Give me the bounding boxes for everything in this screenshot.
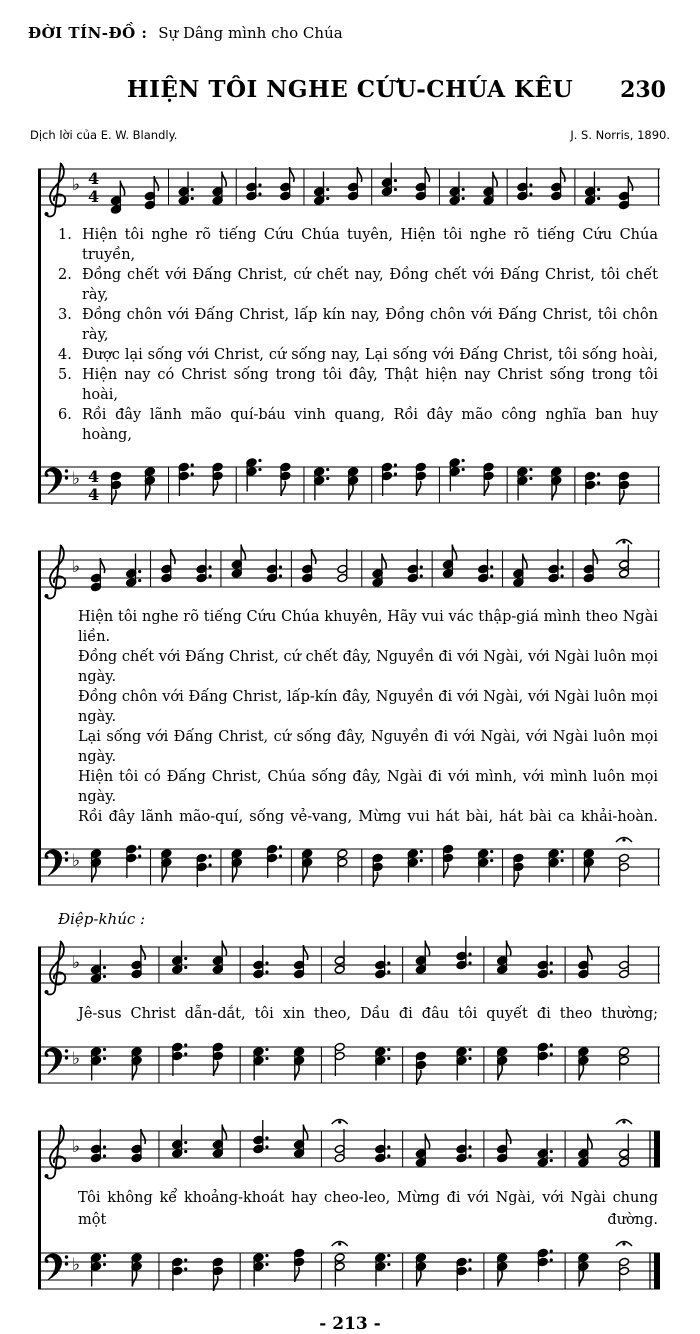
credits-row [30, 128, 670, 142]
svg-text:4: 4 [88, 169, 100, 188]
svg-text:♭: ♭ [72, 175, 81, 195]
title-bar [0, 76, 700, 108]
lyric-line [58, 345, 662, 365]
music-system-1 [38, 154, 662, 518]
music-credit: J. S. Norris, 1890. [570, 128, 670, 142]
lyrics-block [38, 1003, 662, 1025]
lyric-text: Đồng chôn với Đấng Christ, lấp-kín đây, Nguyền đi với Ngài, với Ngài luôn mọi ngày. [78, 689, 658, 725]
lyric-line [58, 265, 662, 305]
lyric-text: Đồng chôn với Đấng Christ, lấp kín nay, Đồng chôn với Đấng Christ, tôi chôn rày, [82, 307, 658, 343]
treble-staff [38, 154, 662, 220]
music-system-2 [38, 536, 662, 900]
header-category: ĐỜI TÍN-ĐỒ : [28, 24, 148, 42]
svg-text:4: 4 [88, 187, 100, 206]
lyric-line [78, 1187, 662, 1231]
verse-number: 2. [58, 267, 72, 283]
lyric-text: Hiện tôi nghe rõ tiếng Cứu Chúa tuyên, Hiện tôi nghe rõ tiếng Cứu Chúa truyền, [82, 227, 658, 263]
lyric-text: Đồng chết với Đấng Christ, cứ chết nay, Đồng chết với Đấng Christ, tôi chết rày, [82, 267, 658, 303]
lyric-text: Rồi đây lãnh mão-quí, sống vẻ-vang, Mừng vui hát bài, hát bài ca khải-hoàn. [78, 809, 658, 825]
lyric-line [58, 405, 662, 445]
lyrics-credit: Dịch lời của E. W. Blandly. [30, 128, 178, 142]
svg-text:4: 4 [88, 485, 100, 504]
lyric-line [58, 305, 662, 345]
bass-staff [38, 452, 662, 518]
system-barline [38, 947, 41, 1083]
chorus-label: Điệp-khúc : [58, 910, 146, 928]
system-barline [38, 169, 41, 503]
header-topic: Sự Dâng mình cho Chúa [158, 24, 343, 42]
system-barline [38, 551, 41, 885]
music-system-4 [38, 1116, 662, 1304]
svg-text:♭: ♭ [72, 851, 81, 871]
svg-text:♭: ♭ [72, 1049, 81, 1069]
svg-text:4: 4 [88, 467, 100, 486]
lyric-text: Jê-sus Christ dẫn-dắt, tôi xin theo, Dầu đi đâu tôi quyết đi theo thường; [78, 1006, 658, 1022]
lyrics-block [38, 1187, 662, 1231]
svg-text:♭: ♭ [72, 1137, 81, 1157]
lyric-text: Rồi đây lãnh mão quí-báu vinh quang, Rồi đây mão công nghĩa ban huy hoàng, [82, 407, 658, 443]
section-header [28, 24, 672, 42]
lyric-line [78, 1003, 662, 1025]
lyric-text: Được lại sống với Christ, cứ sống nay, Lại sống với Đấng Christ, tôi sống hoài, [82, 347, 658, 363]
bass-staff [38, 1032, 662, 1098]
lyric-line [58, 365, 662, 405]
lyrics-block [38, 607, 662, 827]
lyric-line [78, 767, 662, 807]
lyric-line [78, 807, 662, 827]
lyric-text: Tôi không kể khoảng-khoát hay cheo-leo, Mừng đi với Ngài, với Ngài chung một đường. [78, 1190, 658, 1228]
lyric-text: Hiện nay có Christ sống trong tôi đây, Thật hiện nay Christ sống trong tôi hoài, [82, 367, 658, 403]
lyric-text: Hiện tôi có Đấng Christ, Chúa sống đây, Ngài đi với mình, với mình luôn mọi ngày. [78, 769, 658, 805]
verse-number: 3. [58, 307, 72, 323]
verse-number: 4. [58, 347, 72, 363]
hymn-title: HIỆN TÔI NGHE CỨU-CHÚA KÊU [126, 76, 574, 103]
bass-staff [38, 834, 662, 900]
hymnal-page [0, 24, 700, 1334]
lyric-line [78, 687, 662, 727]
verse-number: 1. [58, 227, 72, 243]
lyric-line [58, 225, 662, 265]
svg-text:♭: ♭ [72, 1255, 81, 1275]
bass-staff [38, 1238, 662, 1304]
svg-text:♭: ♭ [72, 469, 81, 489]
treble-staff [38, 932, 662, 998]
music-system-3 [38, 932, 662, 1098]
treble-staff [38, 536, 662, 602]
lyric-text: Lại sống với Đấng Christ, cứ sống đây, Nguyền đi với Ngài, với Ngài luôn mọi ngày. [78, 729, 658, 765]
lyric-line [78, 647, 662, 687]
page-number: - 213 - [319, 1314, 381, 1334]
lyrics-block [38, 225, 662, 445]
lyric-line [78, 607, 662, 647]
lyric-text: Hiện tôi nghe rõ tiếng Cứu Chúa khuyên, Hãy vui vác thập-giá mình theo Ngài liền. [78, 609, 658, 645]
treble-staff [38, 1116, 662, 1182]
lyric-text: Đồng chết với Đấng Christ, cứ chết đây, Nguyền đi với Ngài, với Ngài luôn mọi ngày. [78, 649, 658, 685]
lyric-line [78, 727, 662, 767]
hymn-number: 230 [620, 77, 666, 103]
music-score [38, 154, 662, 1304]
verse-number: 5. [58, 367, 72, 383]
verse-number: 6. [58, 407, 72, 423]
svg-text:♭: ♭ [72, 953, 81, 973]
system-barline [38, 1131, 41, 1289]
svg-text:♭: ♭ [72, 557, 81, 577]
